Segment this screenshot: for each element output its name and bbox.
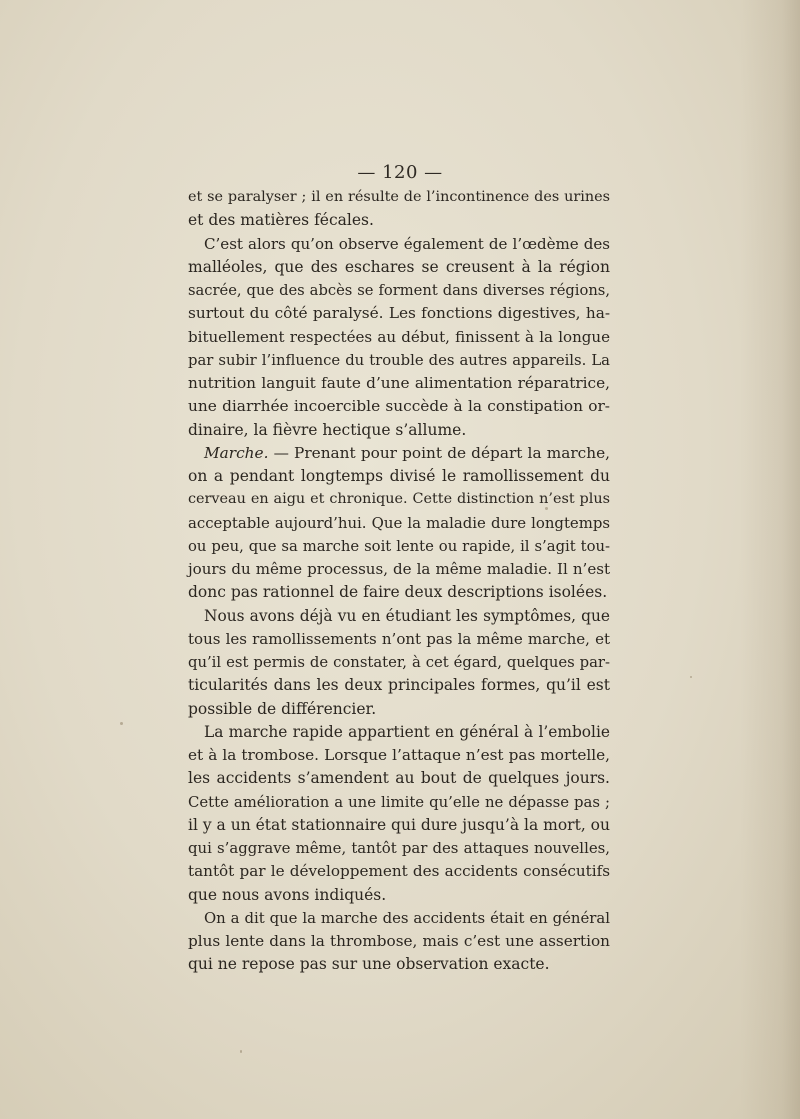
paper-speck bbox=[120, 722, 123, 725]
body-text bbox=[188, 186, 610, 977]
paragraph bbox=[188, 442, 610, 605]
paragraph bbox=[188, 186, 610, 233]
text-line: Cette amélioration a une limite qu’elle ne dépasse pas ; bbox=[188, 792, 610, 811]
text-line: tantôt par le développement des accidents consécutifs bbox=[188, 862, 610, 881]
text-line: tous les ramollissements n’ont pas la même marche, et bbox=[188, 629, 610, 648]
text-line bbox=[188, 442, 610, 465]
text-line: acceptable aujourd’hui. Que la maladie dure longtemps bbox=[188, 513, 610, 532]
paragraph bbox=[188, 721, 610, 907]
text-line: cerveau en aigu et chronique. Cette distinction n’est plus bbox=[188, 491, 610, 508]
text-line: nutrition languit faute d’une alimentation réparatrice, bbox=[188, 374, 610, 392]
text-line: Nous avons déjà vu en étudiant les symptômes, que bbox=[204, 606, 610, 625]
text-line: et à la trombose. Lorsque l’attaque n’est pas mortelle, bbox=[188, 746, 610, 764]
paragraph bbox=[188, 907, 610, 977]
text-line: jours du même processus, de la même maladie. Il n’est bbox=[188, 560, 610, 578]
text-line: dinaire, la fièvre hectique s’allume. bbox=[188, 420, 467, 439]
text-line: il y a un état stationnaire qui dure jusqu’à la mort, ou bbox=[188, 815, 610, 834]
text-line: on a pendant longtemps divisé le ramollissement du bbox=[188, 467, 610, 485]
text-line: par subir l’influence du trouble des autres appareils. La bbox=[188, 351, 610, 369]
text-line: qui s’aggrave même, tantôt par des attaques nouvelles, bbox=[188, 839, 610, 857]
text-line: possible de différencier. bbox=[188, 699, 377, 718]
text-line: les accidents s’amendent au bout de quelques jours. bbox=[188, 769, 610, 788]
text-line: C’est alors qu’on observe également de l’œdème des bbox=[204, 234, 610, 253]
text-line: une diarrhée incoercible succède à la constipation or- bbox=[188, 397, 610, 416]
text-line: donc pas rationnel de faire deux descriptions isolées. bbox=[188, 583, 608, 602]
text-line: et se paralyser ; il en résulte de l’incontinence des urines bbox=[188, 189, 610, 205]
text-line: malléoles, que des eschares se creusent à la région bbox=[188, 257, 610, 276]
text-line: ou peu, que sa marche soit lente ou rapide, il s’agit tou- bbox=[188, 537, 610, 555]
text-line: bituellement respectées au début, finissent à la longue bbox=[188, 327, 610, 346]
text-line: ticularités dans les deux principales formes, qu’il est bbox=[188, 676, 610, 695]
paragraph bbox=[188, 605, 610, 721]
text-line-rest: — Prenant pour point de départ la marche, bbox=[268, 443, 610, 462]
text-line: et des matières fécales. bbox=[188, 211, 374, 230]
paper-speck bbox=[240, 1050, 242, 1053]
text-line: sacrée, que des abcès se forment dans diverses régions, bbox=[188, 282, 610, 299]
paper-speck bbox=[690, 676, 692, 678]
text-line: qui ne repose pas sur une observation exacte. bbox=[188, 955, 550, 974]
text-line: plus lente dans la thrombose, mais c’est une assertion bbox=[188, 932, 610, 950]
text-line: La marche rapide appartient en général à l’embolie bbox=[204, 722, 610, 741]
text-line: que nous avons indiqués. bbox=[188, 885, 387, 904]
section-lead-marche: Marche. bbox=[204, 443, 269, 462]
page-number: — 120 — bbox=[357, 162, 443, 183]
text-line: qu’il est permis de constater, à cet égard, quelques par- bbox=[188, 654, 610, 671]
paragraph bbox=[188, 233, 610, 442]
text-line: surtout du côté paralysé. Les fonctions digestives, ha- bbox=[188, 304, 610, 323]
text-line: On a dit que la marche des accidents était en général bbox=[204, 908, 610, 927]
